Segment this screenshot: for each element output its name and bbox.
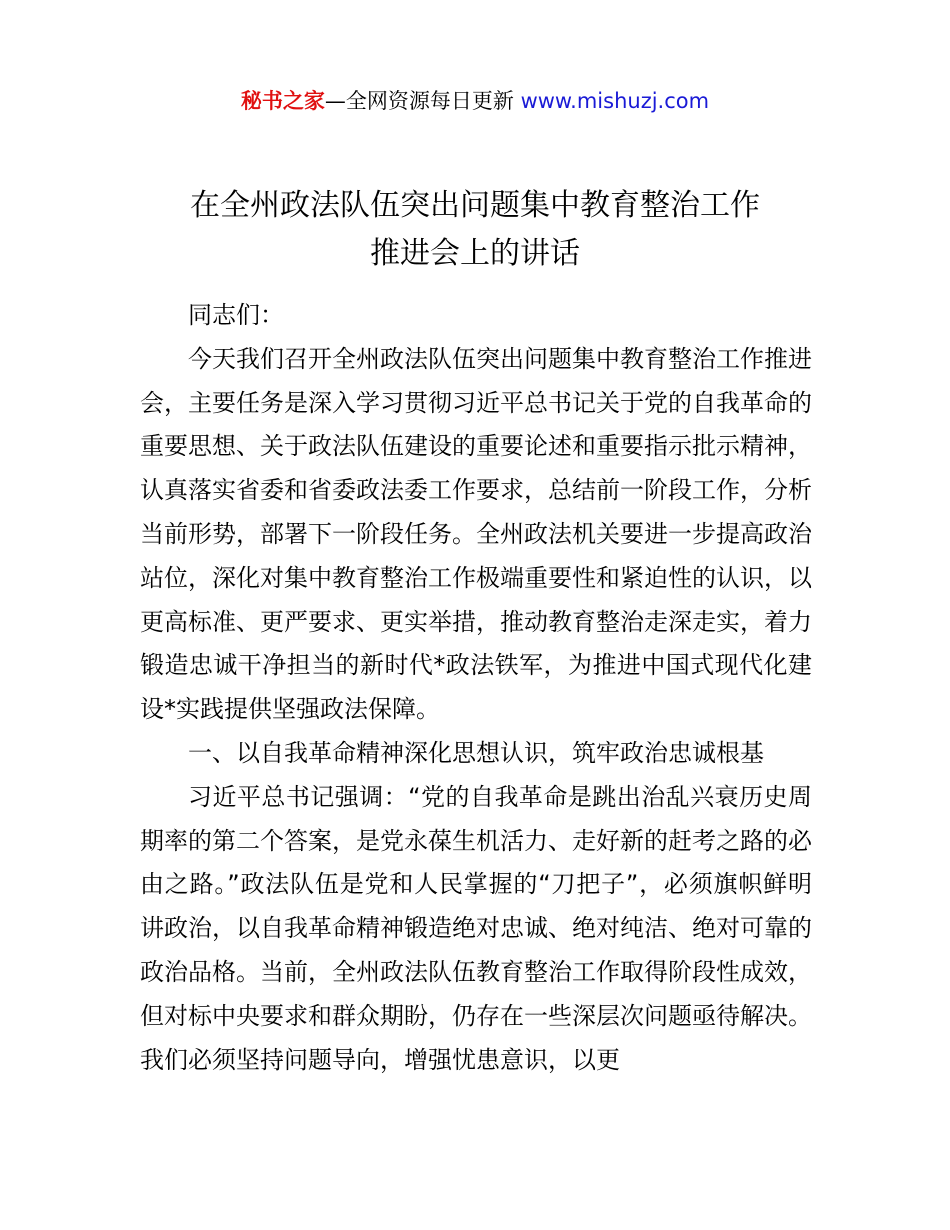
document-title <box>0 182 950 278</box>
brand-name: 秘书之家 <box>240 89 325 113</box>
salutation: 同志们： <box>188 301 284 329</box>
header-tagline: —全网资源每日更新 <box>324 89 521 113</box>
paragraph-2: 习近平总书记强调：“党的自我革命是跳出治乱兴衰历史周期率的第二个答案，是党永葆生机活力、走好新的赶考之路的必由之路。”政法队伍是党和人民掌握的“刀把子”，必须旗帜鲜明讲政治，以自我革命精神锻造绝对忠诚、绝对纯洁、绝对可靠的政治品格。当前，全州政法队伍教育整治工作取得阶段性成效，但对标中央要求和群众期盼，仍存在一些深层次问题亟待解决。我们必须坚持问题导向，增强忧患意识，以更 <box>140 782 812 1074</box>
site-header <box>0 86 950 116</box>
section-heading-1: 一、以自我革命精神深化思想认识，筑牢政治忠诚根基 <box>188 738 764 767</box>
site-url-link[interactable]: www.mishuzj.com <box>520 89 710 113</box>
document-body <box>140 294 812 1082</box>
title-line-1: 在全州政法队伍突出问题集中教育整治工作 <box>190 188 760 223</box>
title-line-2: 推进会上的讲话 <box>370 236 580 271</box>
paragraph-1: 今天我们召开全州政法队伍突出问题集中教育整治工作推进会，主要任务是深入学习贯彻习近平总书记关于党的自我革命的重要思想、关于政法队伍建设的重要论述和重要指示批示精神，认真落实省委和省委政法委工作要求，总结前一阶段工作，分析当前形势，部署下一阶段任务。全州政法机关要进一步提高政治站位，深化对集中教育整治工作极端重要性和紧迫性的认识，以更高标准、更严要求、更实举措，推动教育整治走深走实，着力锻造忠诚干净担当的新时代*政法铁军，为推进中国式现代化建设*实践提供坚强政法保障。 <box>140 344 812 724</box>
